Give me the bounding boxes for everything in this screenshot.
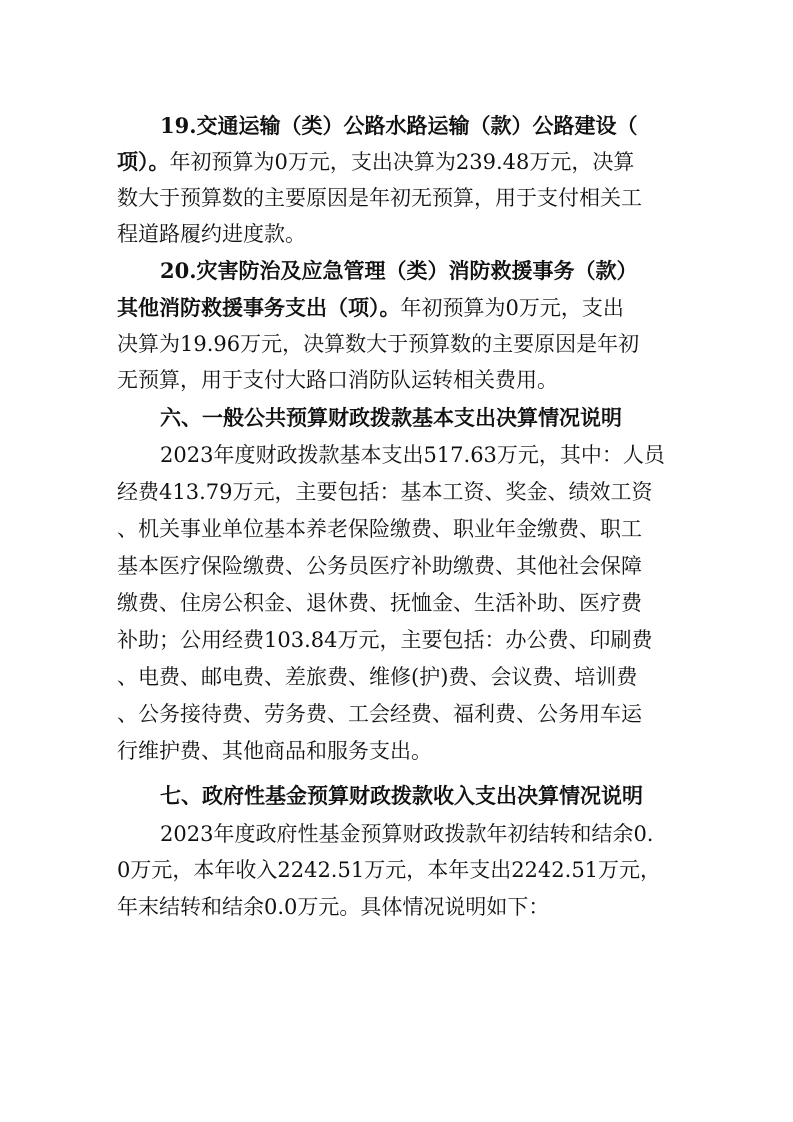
item19-line-3 <box>0 180 793 216</box>
item20-line-3 <box>0 326 793 362</box>
item20-body-1: 年初预算为0万元，支出 <box>400 296 624 320</box>
item20-line-4 <box>0 362 793 398</box>
section7-text-1: 2023年度政府性基金预算财政拨款年初结转和结余0. <box>160 822 654 846</box>
section6-text-2: 经费413.79万元，主要包括：基本工资、奖金、绩效工资 <box>117 480 653 504</box>
section6-text-3: 、机关事业单位基本养老保险缴费、职业年金缴费、职工 <box>117 517 642 541</box>
section6-line-8 <box>0 696 793 732</box>
section6-line-6 <box>0 622 793 658</box>
section6-text-6: 补助；公用经费103.84万元，主要包括：办公费、印刷费 <box>117 628 653 652</box>
section6-line-5 <box>0 585 793 621</box>
item20-body-2: 决算为19.96万元，决算数大于预算数的主要原因是年初 <box>117 332 640 356</box>
section7-line-3 <box>0 889 793 925</box>
item19-heading-part2: 项）。 <box>117 149 170 174</box>
section7-text-3: 年末结转和结余0.0万元。具体情况说明如下： <box>117 895 550 919</box>
item19-body-3: 程道路履约进度款。 <box>117 222 306 246</box>
section6-text-8: 、公务接待费、劳务费、工会经费、福利费、公务用车运 <box>117 702 642 726</box>
item19-line-4 <box>0 216 793 252</box>
section6-title-line <box>0 400 793 436</box>
section6-line-1 <box>0 437 793 473</box>
item20-line-2-content <box>117 290 624 326</box>
section6-text-7: 、电费、邮电费、差旅费、维修(护)费、会议费、培训费 <box>117 665 638 689</box>
item19-body-1: 年初预算为0万元，支出决算为239.48万元，决算 <box>169 150 635 174</box>
section6-line-7 <box>0 659 793 695</box>
section6-text-9: 行维护费、其他商品和服务支出。 <box>117 739 432 763</box>
item20-line-2 <box>0 290 793 326</box>
section7-text-2: 0万元，本年收入2242.51万元，本年支出2242.51万元， <box>117 858 662 882</box>
section6-text-1: 2023年度财政拨款基本支出517.63万元，其中：人员 <box>160 443 665 467</box>
item20-heading-part2: 其他消防救援事务支出（项）。 <box>117 295 401 320</box>
section6-text-5: 缴费、住房公积金、退休费、抚恤金、生活补助、医疗费 <box>117 591 642 615</box>
section6-title: 六、一般公共预算财政拨款基本支出决算情况说明 <box>160 405 622 430</box>
item20-body-3: 无预算，用于支付大路口消防队运转相关费用。 <box>117 368 558 392</box>
item19-line-2 <box>0 144 793 180</box>
item19-line-2-content <box>117 144 634 180</box>
item20-line-1 <box>0 253 793 289</box>
item19-line-1 <box>0 108 793 144</box>
section6-text-4: 基本医疗保险缴费、公务员医疗补助缴费、其他社会保障 <box>117 554 642 578</box>
section7-title-line <box>0 778 793 814</box>
item20-heading-part1: 20.灾害防治及应急管理（类）消防救援事务（款） <box>160 258 638 283</box>
section6-line-9 <box>0 733 793 769</box>
section6-line-3 <box>0 511 793 547</box>
section7-line-2 <box>0 852 793 888</box>
section7-line-1 <box>0 816 793 852</box>
section7-title: 七、政府性基金预算财政拨款收入支出决算情况说明 <box>160 783 643 808</box>
section6-line-4 <box>0 548 793 584</box>
item19-body-2: 数大于预算数的主要原因是年初无预算，用于支付相关工 <box>117 186 642 210</box>
item19-heading-part1: 19.交通运输（类）公路水路运输（款）公路建设（ <box>160 113 638 138</box>
section6-line-2 <box>0 474 793 510</box>
